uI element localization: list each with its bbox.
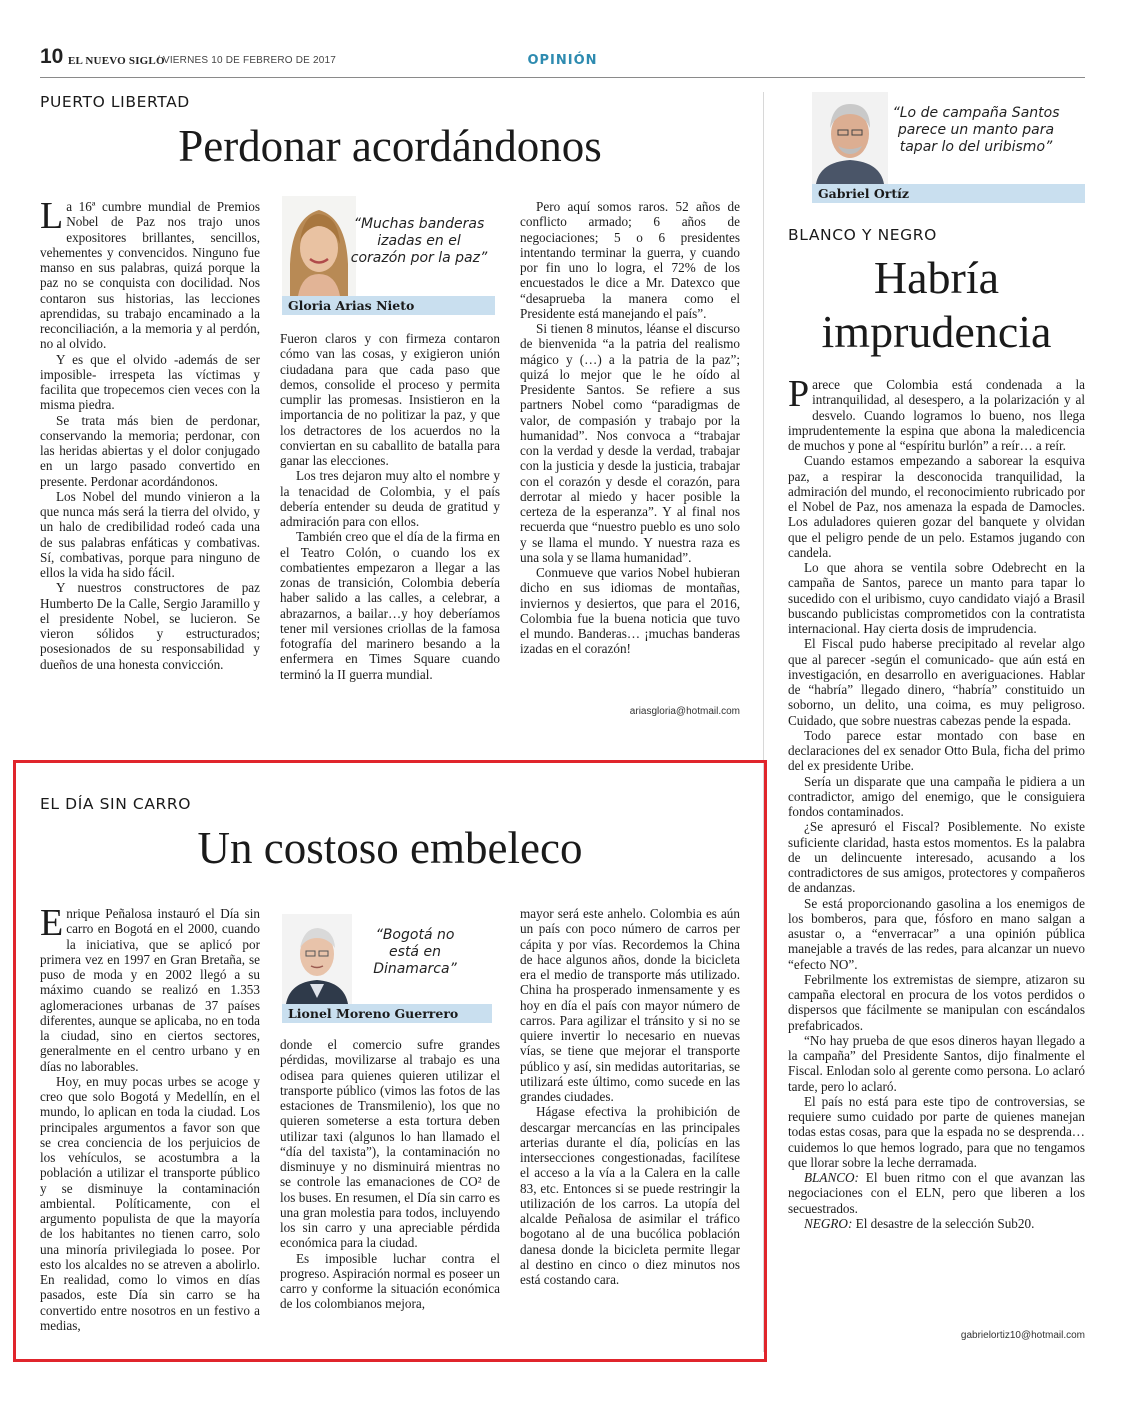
article-column xyxy=(788,373,1085,1231)
paragraph: El país no está para este tipo de controversias, se requiere sumo cuidado por parte de quienes manejan todas estas cosas, para que la espada no se desprenda… cuidemos lo que hemos logrado, para que no tengamos que llorar sobre la leche derramada. xyxy=(788,1093,1085,1170)
drop-cap: E xyxy=(40,902,64,944)
negro-label: NEGRO: xyxy=(804,1215,853,1231)
article-column-3 xyxy=(520,906,740,1287)
paragraph: arece que Colombia está condenada a la intranquilidad, al desespero, a la polarización y al desvelo. Cuando logramos lo bueno, nos llega imprudentemente la espina que abona la maledicencia de muchos y pone al “espíritu burlón” a reír… a reír. xyxy=(788,377,1085,453)
paragraph: Pero aquí somos raros. 52 años de conflicto armado; 6 años de negociaciones; 5 o 6 presidentes intentando terminar la guerra, y cuando por fin uno lo logra, el 72% de los encuestados le dice a Mr. Datexco que “desaprueba la manera como el Presidente está manejando el país”. xyxy=(520,199,740,321)
article-headline: Perdonar acordándonos xyxy=(178,121,602,171)
negro-paragraph xyxy=(788,1216,1085,1231)
issue-date: / VIERNES 10 DE FEBRERO DE 2017 xyxy=(157,55,337,66)
author-quote: “Lo de campaña Santos parece un manto para tapar lo del uribismo” xyxy=(892,105,1060,155)
article-kicker: EL DÍA SIN CARRO xyxy=(40,795,192,813)
header-rule xyxy=(40,77,1085,78)
author-name: Gabriel Ortíz xyxy=(812,184,1085,203)
article-headline: Un costoso embeleco xyxy=(197,823,583,873)
negro-text: El desastre de la selección Sub20. xyxy=(852,1215,1035,1231)
author-email[interactable]: gabrielortiz10@hotmail.com xyxy=(960,1330,1085,1341)
paragraph: “No hay prueba de que esos dineros hayan llegado a la campaña” del Presidente Santos, dijo finalmente el Fiscal. Enlodan solo al gerente como persona. Lo aclaró tarde, pero lo aclaró. xyxy=(788,1032,1085,1094)
author-photo xyxy=(282,914,352,1004)
paragraph: Hoy, en muy pocas urbes se acoge y creo que solo Bogotá y Medellín, en el mundo, lo aplican en toda la ciudad. Los principales argumentos a favor son que se crea conciencia de los perjuicios de los vehículos, se acostumbra a la población a utilizar el transporte público y se disminuye la contaminación ambiental. Políticamente, con el argumento populista de que la mayoría de los habitantes no tienen carro, solo una minoría privilegiada lo posee. Por esto los alcaldes no se atreven a abolirlo. En realidad, como lo vimos en días pasados, este Día sin carro se ha convertido entre nosotros en un festivo a medias, xyxy=(40,1073,260,1333)
paragraph: Los tres dejaron muy alto el nombre y la tenacidad de Colombia, y el país debería entender su deuda de gratitud y admiración para con ellos. xyxy=(280,468,500,529)
paragraph: mayor será este anhelo. Colombia es aún un país con poco número de carros per cápita y por vías. Recordemos la China de hace algunos años, donde la bicicleta era el medio de transporte más utilizado. China ha prosperado inmensamente y es hoy en día el país con mayor número de carros. Para agilizar el tránsito y si no se quiere invertir lo necesario en nuevas vías, se tiene que mejorar el transporte público y así, sin medidas autoritarias, se utilizará este último, como sucede en las grandes ciudades. xyxy=(520,906,740,1104)
newspaper-name: EL NUEVO SIGLO xyxy=(68,55,165,67)
author-photo xyxy=(812,92,888,184)
man-portrait-photo xyxy=(282,914,352,1004)
paragraph: Fueron claros y con firmeza contaron cómo van las cosas, y exigieron unión ciudadana para que cada paso que demos, consolide el proceso y permita cumplir las promesas. Insistieron en la importancia de no politizar la paz, y que los detractores de los acuerdos no la conviertan en su caballito de batalla para ganar las elecciones. xyxy=(280,331,500,468)
page-number: 10 xyxy=(40,45,64,68)
paragraph: Es imposible luchar contra el progreso. Aspiración normal es poseer un carro y conforme la situación económica de los colombianos mejora, xyxy=(280,1250,500,1312)
paragraph: Y es que el olvido -además de ser imposible- irrespeta las víctimas y facilita que tropecemos cien veces con la misma piedra. xyxy=(40,351,260,413)
article-kicker: PUERTO LIBERTAD xyxy=(40,93,190,111)
author-email[interactable]: ariasgloria@hotmail.com xyxy=(629,706,740,717)
woman-portrait-photo xyxy=(282,196,356,296)
paragraph: Se trata más bien de perdonar, conservando la memoria; perdonar, con las heridas abiertas y el dolor conjugado en un largo pasado convertido en presente. Perdonar acordándonos. xyxy=(40,412,260,489)
paragraph: a 16ª cumbre mundial de Premios Nobel de Paz nos trajo unos expositores brillantes, sencillos, vehementes y convencidos. Ninguno fue manso en sus palabras, quizá porque la paz no se conquista con docilidad. Nos contaron sus historias, las lecciones aprendidas, su trabajo encaminado a la reconciliación, a la memoria y al perdón, no al olvido. xyxy=(40,199,260,352)
article-column-1 xyxy=(40,902,260,1333)
paragraph: Sería un disparate que una campaña le pidiera a un contradictor, amigo del enemigo, que le consiguiera fondos contaminados. xyxy=(788,773,1085,819)
paragraph: Febrilmente los extremistas de siempre, atizaron su campaña electoral en procura de los votos perdidos o dispersos que fácilmente se manipulan con escándalos prefabricados. xyxy=(788,971,1085,1033)
author-name: Lionel Moreno Guerrero xyxy=(282,1004,492,1023)
paragraph: Todo parece estar montado con base en declaraciones del ex senador Otto Bula, ficha del primo del ex presidente Uribe. xyxy=(788,727,1085,774)
article-kicker: BLANCO Y NEGRO xyxy=(788,226,937,244)
paragraph: donde el comercio sufre grandes pérdidas, movilizarse al trabajo es una odisea para quienes quieren utilizar el transporte público (vimos las fotos de las estaciones de Transmilenio), los que no quieren someterse a esta tortura deben utilizar taxi (algunos lo han llamado el “día del taxista”), la contaminación no disminuye y no disminuirá mientras no se controle las emanaciones de CO² de los buses. En resumen, el Día sin carro es una gran molestia para todos, incluyendo los sin carro y una apreciable pérdida económica para la ciudad. xyxy=(280,1037,500,1251)
author-quote: “Bogotá no está en Dinamarca” xyxy=(373,927,457,977)
author-name: Gloria Arias Nieto xyxy=(282,296,495,315)
paragraph: Si tienen 8 minutos, léanse el discurso de bienvenida “a la patria del realismo mágico y (…) a la patria de la paz”; quizá lo mejor que le he oído al Presidente Santos. Se refiere a sus partners Nobel como “paradigmas de valor, de compasión y trabajo por la humanidad”. Nos convoca a “trabajar con la verdad y desde la verdad, trabajar con la justicia y desde la justicia, trabajar con el corazón y desde el corazón, para derrotar al miedo y hacer posible la certeza de la esperanza”. Y al final nos recuerda que “nuestro pueblo es uno solo y se llama el mundo. Y nuestra raza es una sola y se llama humanidad”. xyxy=(520,321,740,565)
drop-cap: L xyxy=(40,195,64,237)
paragraph: ¿Se apresuró el Fiscal? Posiblemente. No existe suficiente claridad, hasta estos momentos. Es la palabra de un delincuente interesado, acusando a los contradictores de sus amigos, protectores y compañeros de andanzas. xyxy=(788,819,1085,896)
article-column-3 xyxy=(520,199,740,657)
blanco-paragraph xyxy=(788,1170,1085,1216)
drop-cap: P xyxy=(788,373,810,415)
paragraph: El Fiscal pudo haberse precipitado al revelar algo que al parecer -según el comunicado- que aún está en investigación, en desarrollo en averiguaciones. Hablar de “habría” llegado dinero, “habría” constituido un soborno, un delito, una coima, es muy peligroso. Cuidado, que sobre nuestras cabezas pende la espada. xyxy=(788,636,1085,728)
paragraph: También creo que el día de la firma en el Teatro Colón, o cuando los ex combatientes empezaron a llegar a las zonas de transición, Colombia debería haber salido a las calles, a celebrar, a abrazarnos, a bailar…y hoy deberíamos tener mil versiones criollas de la famosa fotografía del marinero besando a la enfermera en Times Square cuando terminó la II guerra mundial. xyxy=(280,529,500,682)
section-title: OPINIÓN xyxy=(527,53,598,68)
paragraph: Se está proporcionando gasolina a los enemigos de los bomberos, para que, fósforo en mano salgan a asustar o, a “enverracar” a una opinión pública manejable a través de las redes, para alcanzar un nuevo “efecto NO”. xyxy=(788,895,1085,972)
article-column-1 xyxy=(40,195,260,672)
paragraph: nrique Peñalosa instauró el Día sin carro en Bogotá en el 2000, cuando la iniciativa, que se aplicó por primera vez en 1997 en Gran Bretaña, se puso de moda y en 2002 llegó a su máximo cuando se realizó en 1.353 aglomeraciones urbanas de 37 países diferentes, aunque se aplicaba, no en toda la ciudad, sino en ciertos sectores, generalmente en el centro urbano y en días no laborables. xyxy=(40,906,260,1074)
man-portrait-photo xyxy=(812,92,888,184)
author-quote: “Muchas banderas izadas en el corazón por la paz” xyxy=(350,216,488,266)
paragraph: Lo que ahora se ventila sobre Odebrecht en la campaña de Santos, parece un manto para tapar lo sucedido con el uribismo, cuyo candidato viajó a Brasil buscando publicistas comprometidos con la contratista internacional. Hay cierta dosis de imprudencia. xyxy=(788,560,1085,636)
blanco-text: El buen ritmo con el que avanzan las negociaciones con el ELN, pero que liberen a los secuestrados. xyxy=(788,1170,1085,1216)
blanco-label: BLANCO: xyxy=(804,1170,859,1185)
headline-line: imprudencia xyxy=(821,306,1052,357)
paragraph: Cuando estamos empezando a saborear la esquiva paz, a respirar la desconocida tranquilidad, la admiración del mundo, el reconocimiento rubricado por el Nobel de Paz, nos amenaza la espada de Damocles. Los aduladores quieren gozar del banquete y olvidan que el peligro pende de un pelo. Estamos jugando con candela. xyxy=(788,453,1085,560)
author-photo xyxy=(282,196,356,296)
paragraph: Conmueve que varios Nobel hubieran dicho en sus idiomas de montañas, inviernos y desiertos, que para el 2016, Colombia fue la buena noticia que tuvo el mundo. Banderas… ¡muchas banderas izadas en el corazón! xyxy=(520,565,740,657)
headline-line: Habría xyxy=(873,252,1000,303)
paragraph: Los Nobel del mundo vinieron a la que nunca más será la tierra del olvido, y un halo de credibilidad rodeó cada una de sus palabras enfáticas y combativas. Sí, combativas, porque para ninguno de ellos la vida ha sido fácil. xyxy=(40,488,260,580)
paragraph: Y nuestros constructores de paz Humberto De la Calle, Sergio Jaramillo y el presidente Nobel, se lucieron. Se vieron sólidos y estructurados; posesionados de su responsabilidad y dueños de una honesta convicción. xyxy=(40,580,260,672)
article-column-2 xyxy=(280,1037,500,1312)
article-column-2 xyxy=(280,331,500,682)
article-headline xyxy=(788,251,1085,359)
paragraph: Hágase efectiva la prohibición de descargar mercancías en las principales arterias durante el día, policías en las intersecciones congestionadas, facilítese el acceso a la vía a la Calera en la calle 83, etc. Entonces si se puede restringir la utilización de los carros. La utopía del alcalde Peñalosa de asimilar el tráfico bogotano al de una bucólica población danesa donde la bicicleta permite llegar al destino en cinco o diez minutos nos está costando cara. xyxy=(520,1104,740,1287)
